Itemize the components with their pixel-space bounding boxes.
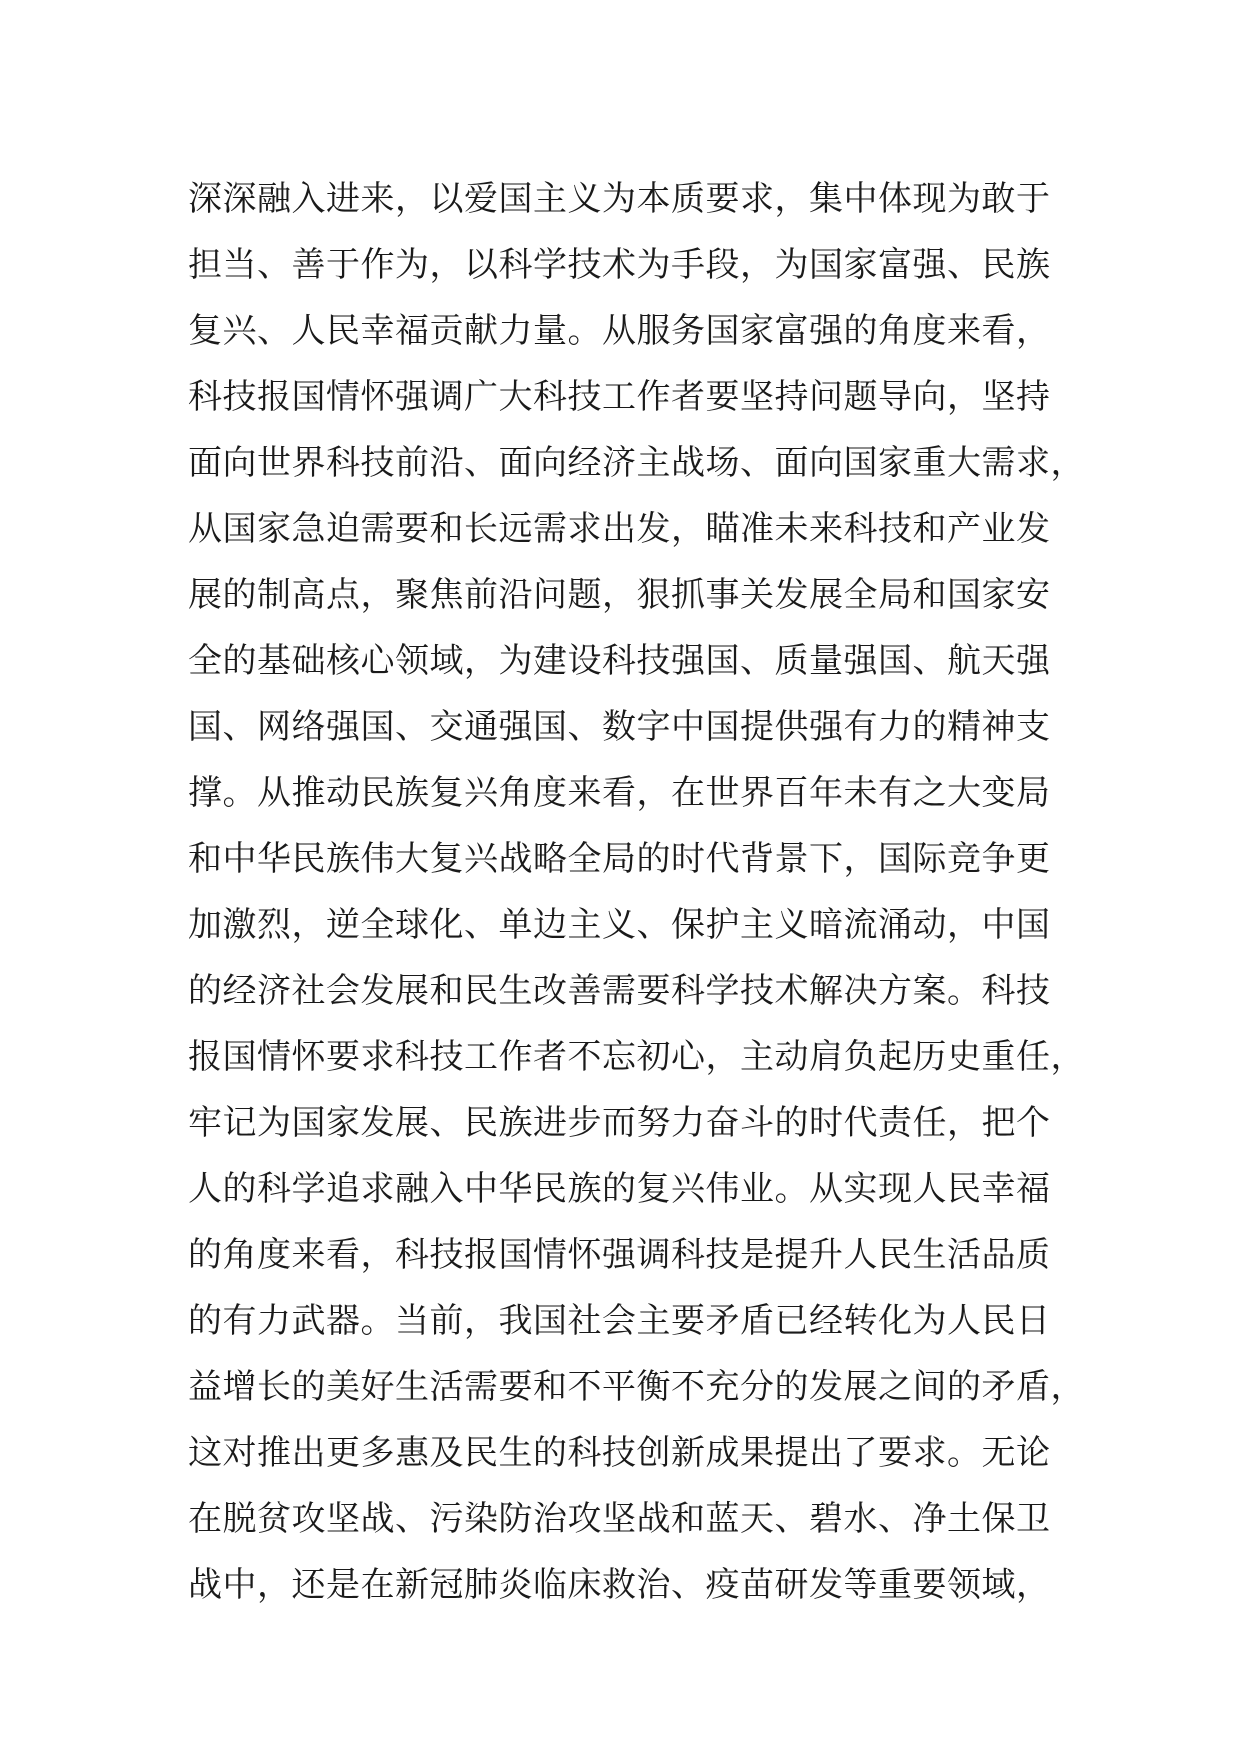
text-line: 这对推出更多惠及民生的科技创新成果提出了要求。无论 xyxy=(188,1433,1051,1473)
text-line: 益增长的美好生活需要和不平衡不充分的发展之间的矛盾， xyxy=(188,1367,1085,1407)
text-line: 和中华民族伟大复兴战略全局的时代背景下，国际竞争更 xyxy=(188,839,1051,879)
text-line: 的角度来看，科技报国情怀强调科技是提升人民生活品质 xyxy=(188,1235,1051,1275)
text-line: 展的制高点，聚焦前沿问题，狠抓事关发展全局和国家安 xyxy=(188,575,1051,615)
text-line: 撑。从推动民族复兴角度来看，在世界百年未有之大变局 xyxy=(188,773,1051,813)
body-paragraph xyxy=(188,166,1085,1618)
text-line: 担当、善于作为，以科学技术为手段，为国家富强、民族 xyxy=(188,245,1051,285)
text-line: 国、网络强国、交通强国、数字中国提供强有力的精神支 xyxy=(188,707,1051,747)
text-line: 加激烈，逆全球化、单边主义、保护主义暗流涌动，中国 xyxy=(188,905,1051,945)
text-line: 科技报国情怀强调广大科技工作者要坚持问题导向，坚持 xyxy=(188,377,1051,417)
text-line: 全的基础核心领域，为建设科技强国、质量强国、航天强 xyxy=(188,641,1051,681)
text-line: 人的科学追求融入中华民族的复兴伟业。从实现人民幸福 xyxy=(188,1169,1051,1209)
text-line: 的有力武器。当前，我国社会主要矛盾已经转化为人民日 xyxy=(188,1301,1051,1341)
text-line: 从国家急迫需要和长远需求出发，瞄准未来科技和产业发 xyxy=(188,509,1051,549)
text-line: 报国情怀要求科技工作者不忘初心，主动肩负起历史重任， xyxy=(188,1037,1085,1077)
text-line: 深深融入进来，以爱国主义为本质要求，集中体现为敢于 xyxy=(188,179,1051,219)
text-line: 复兴、人民幸福贡献力量。从服务国家富强的角度来看， xyxy=(188,311,1051,351)
text-line: 面向世界科技前沿、面向经济主战场、面向国家重大需求， xyxy=(188,443,1085,483)
text-line: 牢记为国家发展、民族进步而努力奋斗的时代责任，把个 xyxy=(188,1103,1051,1143)
text-line: 在脱贫攻坚战、污染防治攻坚战和蓝天、碧水、净土保卫 xyxy=(188,1499,1051,1539)
text-line: 的经济社会发展和民生改善需要科学技术解决方案。科技 xyxy=(188,971,1051,1011)
text-line: 战中，还是在新冠肺炎临床救治、疫苗研发等重要领域， xyxy=(188,1565,1051,1605)
